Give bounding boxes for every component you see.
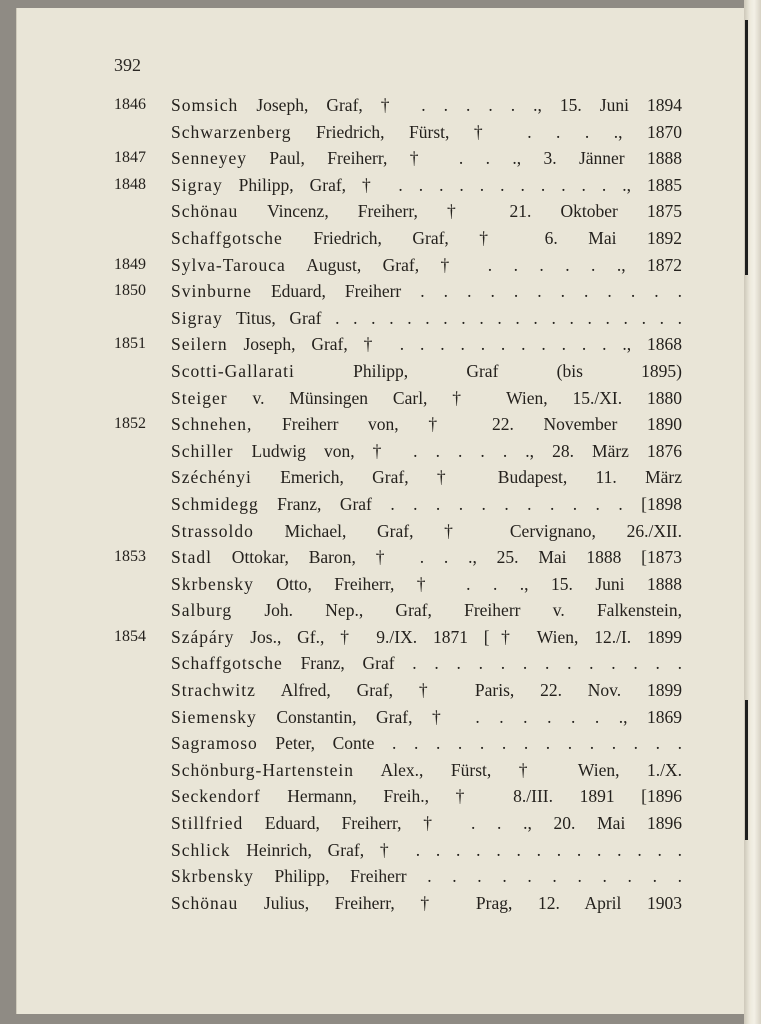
entry-row (114, 145, 682, 172)
entry-surname: Seilern (171, 334, 228, 355)
entry-surname: Schiller (171, 440, 234, 461)
entry-text (171, 252, 682, 279)
entry-surname: Stadl (171, 547, 212, 568)
entry-row (114, 305, 682, 332)
entry-row (114, 464, 682, 491)
entry-text (171, 464, 682, 491)
entry-row (114, 837, 682, 864)
entry-details: Paul, Freiherr, † . . ., 3. Jänner 1888 (247, 148, 682, 169)
entry-surname: Siemensky (171, 706, 257, 727)
entry-text (171, 145, 682, 172)
entry-text (171, 518, 682, 545)
entry-surname: Sigray (171, 307, 223, 328)
entry-surname: Skrbensky (171, 573, 254, 594)
entry-row (114, 92, 682, 119)
entry-details: Julius, Freiherr, † Prag, 12. April 1903 (238, 892, 682, 913)
entry-details: Jos., Gf., † 9./IX. 1871 [† Wien, 12./I. 1899 (234, 626, 682, 647)
entry-surname: Schlick (171, 839, 231, 860)
entry-row (114, 225, 682, 252)
entry-surname: Schönau (171, 201, 239, 222)
entry-text (171, 385, 682, 412)
entry-text (171, 650, 682, 677)
entry-text (171, 704, 682, 731)
entry-row (114, 890, 682, 917)
entry-details: Titus, Graf . . . . . . . . . . . . . . . . . . . . (222, 307, 682, 328)
entry-row (114, 278, 682, 305)
entry-details: Franz, Graf . . . . . . . . . . . . . (282, 653, 682, 674)
entry-row (114, 597, 682, 624)
entry-text (171, 358, 682, 385)
entry-surname: Scotti-Gallarati (171, 360, 295, 381)
entry-text (171, 624, 682, 651)
entry-details: Michael, Graf, † Cervignano, 26./XII. (253, 520, 682, 541)
entry-row (114, 172, 682, 199)
entry-details: Philipp, Graf (bis 1895) (294, 360, 682, 381)
entry-year: 1849 (114, 255, 146, 273)
entry-surname: Schönau (171, 892, 239, 913)
entry-surname: Schaffgotsche (171, 653, 283, 674)
entry-text (171, 571, 682, 598)
entry-row (114, 571, 682, 598)
entry-text (171, 677, 682, 704)
entry-surname: Schmidegg (171, 493, 259, 514)
entry-details: Freiherr von, † 22. November 1890 (252, 414, 682, 435)
entry-surname: Schnehen, (171, 414, 253, 435)
entry-text (171, 757, 682, 784)
entry-row (114, 331, 682, 358)
entry-surname: Strachwitz (171, 680, 256, 701)
entry-details: August, Graf, † . . . . . ., 1872 (285, 254, 682, 275)
entry-row (114, 730, 682, 757)
entry-details: Heinrich, Graf, † . . . . . . . . . . . . . . (230, 839, 682, 860)
entry-surname: Senneyey (171, 148, 248, 169)
entry-details: Alex., Fürst, † Wien, 1./X. (354, 759, 682, 780)
entry-surname: Schönburg-Hartenstein (171, 759, 355, 780)
entry-surname: Sigray (171, 174, 223, 195)
entry-details: v. Münsingen Carl, † Wien, 15./XI. 1880 (227, 387, 682, 408)
entry-details: Joseph, Graf, † . . . . . ., 15. Juni 1894 (238, 95, 682, 115)
entry-details: Ludwig von, † . . . . . ., 28. März 1876 (233, 440, 682, 461)
entry-text (171, 225, 682, 252)
entry-text (171, 331, 682, 358)
entry-row (114, 810, 682, 837)
entry-year: 1854 (114, 627, 146, 645)
entry-row (114, 198, 682, 225)
entry-year: 1851 (114, 335, 146, 353)
entry-list (114, 92, 682, 916)
entry-row (114, 863, 682, 890)
entry-details: Ottokar, Baron, † . . ., 25. Mai 1888 [1873 (211, 547, 682, 568)
entry-text (171, 890, 682, 917)
entry-surname: Strassoldo (171, 520, 254, 541)
entry-text (171, 119, 682, 146)
entry-row (114, 650, 682, 677)
entry-surname: Skrbensky (171, 866, 254, 887)
entry-year: 1846 (114, 96, 146, 113)
entry-details: Otto, Freiherr, † . . ., 15. Juni 1888 (253, 573, 682, 594)
entry-details: Eduard, Freiherr, † . . ., 20. Mai 1896 (243, 813, 682, 834)
entry-surname: Schwarzenberg (171, 121, 292, 142)
entry-details: Peter, Conte . . . . . . . . . . . . . . (257, 733, 682, 754)
entry-row (114, 783, 682, 810)
entry-row (114, 491, 682, 518)
entry-text (171, 92, 682, 119)
entry-text (171, 863, 682, 890)
page-edge-shadow (745, 700, 748, 840)
entry-details: Joh. Nep., Graf, Freiherr v. Falkenstein, (232, 600, 682, 621)
entry-surname: Sagramoso (171, 733, 258, 754)
entry-details: Franz, Graf . . . . . . . . . . . [1898 (258, 493, 682, 514)
entry-surname: Széchényi (171, 467, 252, 488)
entry-text (171, 411, 682, 438)
entry-details: Friedrich, Graf, † 6. Mai 1892 (282, 227, 682, 248)
entry-surname: Svinburne (171, 281, 252, 302)
entry-row (114, 677, 682, 704)
entry-year: 1847 (114, 149, 146, 167)
entry-surname: Szápáry (171, 626, 235, 647)
entry-details: Joseph, Graf, † . . . . . . . . . . . ., 1868 (227, 334, 682, 355)
entry-surname: Schaffgotsche (171, 227, 283, 248)
entry-row (114, 704, 682, 731)
entry-row (114, 358, 682, 385)
entry-row (114, 252, 682, 279)
entry-details: Philipp, Freiherr . . . . . . . . . . . (253, 866, 682, 887)
entry-row (114, 624, 682, 651)
entry-surname: Stillfried (171, 813, 244, 834)
entry-surname: Sylva-Tarouca (171, 254, 286, 275)
entry-year: 1848 (114, 175, 146, 193)
entry-surname: Steiger (171, 387, 228, 408)
entry-text (171, 544, 682, 571)
entry-details: Alfred, Graf, † Paris, 22. Nov. 1899 (255, 680, 682, 701)
entry-row (114, 119, 682, 146)
entry-year: 1853 (114, 548, 146, 566)
page-number: 392 (114, 55, 141, 75)
entry-text (171, 783, 682, 810)
entry-text (171, 172, 682, 199)
entry-details: Emerich, Graf, † Budapest, 11. März (251, 467, 682, 488)
entry-text (171, 730, 682, 757)
entry-row (114, 544, 682, 571)
entry-year: 1850 (114, 282, 146, 300)
page-edge-shadow (745, 20, 748, 275)
entry-text (171, 837, 682, 864)
entry-details: Friedrich, Fürst, † . . . ., 1870 (291, 121, 682, 142)
entry-row (114, 385, 682, 412)
entry-surname: Seckendorf (171, 786, 261, 807)
entry-surname: Salburg (171, 600, 233, 621)
entry-text (171, 198, 682, 225)
entry-row (114, 518, 682, 545)
entry-text (171, 810, 682, 837)
entry-text (171, 305, 682, 332)
entry-details: Eduard, Freiherr . . . . . . . . . . . . (251, 281, 682, 302)
entry-details: Philipp, Graf, † . . . . . . . . . . . ., 1885 (222, 174, 682, 195)
entry-details: Hermann, Freih., † 8./III. 1891 [1896 (260, 786, 682, 807)
entry-details: Vincenz, Freiherr, † 21. Oktober 1875 (238, 201, 682, 222)
entry-text (171, 278, 682, 305)
entry-details: Constantin, Graf, † . . . . . . ., 1869 (256, 706, 682, 727)
entry-row (114, 757, 682, 784)
entry-year: 1852 (114, 415, 146, 433)
entry-row (114, 411, 682, 438)
entry-surname: Somsich (171, 95, 239, 115)
entry-text (171, 491, 682, 518)
entry-text (171, 438, 682, 465)
entry-text (171, 597, 682, 624)
entry-row (114, 438, 682, 465)
